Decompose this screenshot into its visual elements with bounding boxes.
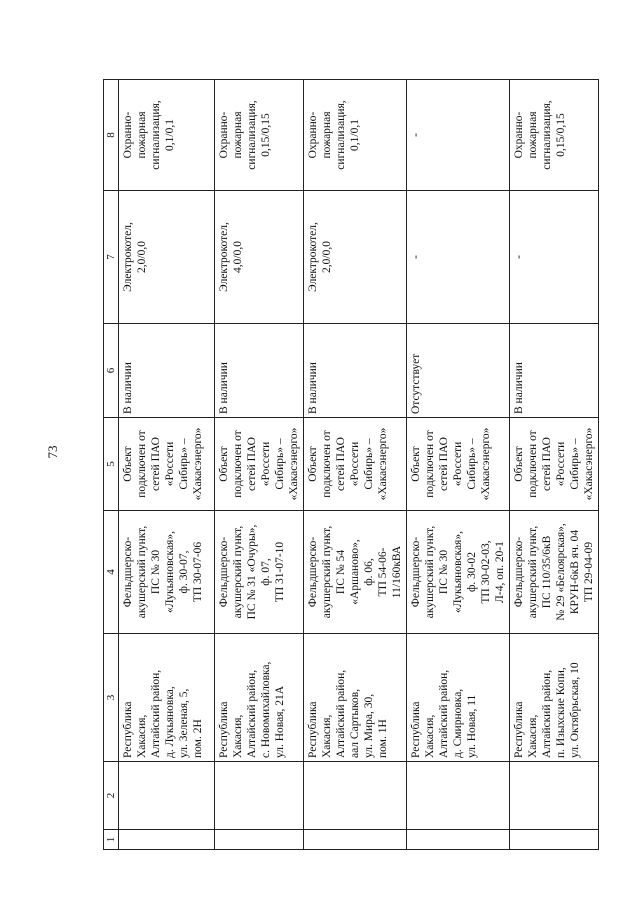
header-col-3: 3 [104,634,119,762]
header-row [104,80,119,850]
cell-address: Республика Хакасия, Алтайский район, аал Сартыков, ул. Мира, 30, пом. 1Н [304,634,407,762]
table-row [215,80,304,850]
cell-address: Республика Хакасия, Алтайский район, п. Изыхские Копи, ул. Октябрьская, 10 [510,634,599,762]
cell-number [304,830,407,850]
cell-heating: - [407,191,510,324]
table-row [119,80,215,850]
cell-heating: Электрокотел, 2,0/0,0 [119,191,215,324]
cell-object: Фельдшерско- акушерский пункт, ПС № 30 «Лукьяновская», ф. 30-07, ТП 30-07-06 [119,511,215,634]
cell-number [119,830,215,850]
cell-object: Фельдшерско- акушерский пункт, ПС № 31 «Очуры», ф. 07, ТП 31-07-10 [215,511,304,634]
cell-alarm: Охранно- пожарная сигнализация, 0,1/0,1 [119,80,215,191]
header-col-2: 2 [104,762,119,830]
cell-power-source: Объект подключен от сетей ПАО «Россети Сибирь» – «Хакасэнерго» [304,418,407,511]
cell-power-source: Объект подключен от сетей ПАО «Россети Сибирь» – «Хакасэнерго» [407,418,510,511]
cell-number [215,830,304,850]
cell-address: Республика Хакасия, Алтайский район, с. Новомихайловка, ул. Новая, 21А [215,634,304,762]
cell-alarm: Охранно- пожарная сигнализация, 0,1/0,1 [304,80,407,191]
cell-number [407,830,510,850]
cell-availability: В наличии [119,324,215,418]
cell-availability: Отсутствует [407,324,510,418]
cell-power-source: Объект подключен от сетей ПАО «Россети Сибирь» – «Хакасэнерго» [510,418,599,511]
header-col-7: 7 [104,191,119,324]
cell-power-source: Объект подключен от сетей ПАО «Россети Сибирь» – «Хакасэнерго» [119,418,215,511]
page-number: 73 [45,445,60,459]
cell-name [215,762,304,830]
header-col-5: 5 [104,418,119,511]
header-col-4: 4 [104,511,119,634]
cell-heating: - [510,191,599,324]
cell-object: Фельдшерско- акушерский пункт, ПС № 30 «Лукьяновская», ф. 30-02 ТП 30-02-03, Л-4, оп. 20-1 [407,511,510,634]
cell-object: Фельдшерско- акушерский пункт, ПС 110/35/6кВ № 29 «Белоярская», КРУН-6кВ яч. 04 ТП 29-04-09 [510,511,599,634]
cell-name [304,762,407,830]
cell-power-source: Объект подключен от сетей ПАО «Россети Сибирь» – «Хакасэнерго» [215,418,304,511]
cell-object: Фельдшерско- акушерский пункт, ПС № 54 «Аршаново», ф. 06, ТП 54-06- 11/160кВА [304,511,407,634]
cell-address: Республика Хакасия, Алтайский район, д. Лукьяновка, ул. Зеленая, 5, пом. 2Н [119,634,215,762]
header-col-1: 1 [104,830,119,850]
cell-availability: В наличии [510,324,599,418]
cell-alarm: Охранно- пожарная сигнализация, 0,15/0,15 [215,80,304,191]
cell-name [510,762,599,830]
table-row [510,80,599,850]
facilities-table [103,79,599,850]
table-container [103,80,595,850]
cell-number [510,830,599,850]
header-col-6: 6 [104,324,119,418]
cell-address: Республика Хакасия, Алтайский район, д. Смирновка, ул. Новая, 11 [407,634,510,762]
header-col-8: 8 [104,80,119,191]
cell-name [119,762,215,830]
cell-alarm: - [407,80,510,191]
cell-alarm: Охранно- пожарная сигнализация, 0,15/0,15 [510,80,599,191]
cell-name [407,762,510,830]
cell-availability: В наличии [215,324,304,418]
cell-availability: В наличии [304,324,407,418]
table-row [304,80,407,850]
cell-heating: Электрокотел, 2,0/0,0 [304,191,407,324]
table-row [407,80,510,850]
cell-heating: Электрокотел, 4,0/0,0 [215,191,304,324]
